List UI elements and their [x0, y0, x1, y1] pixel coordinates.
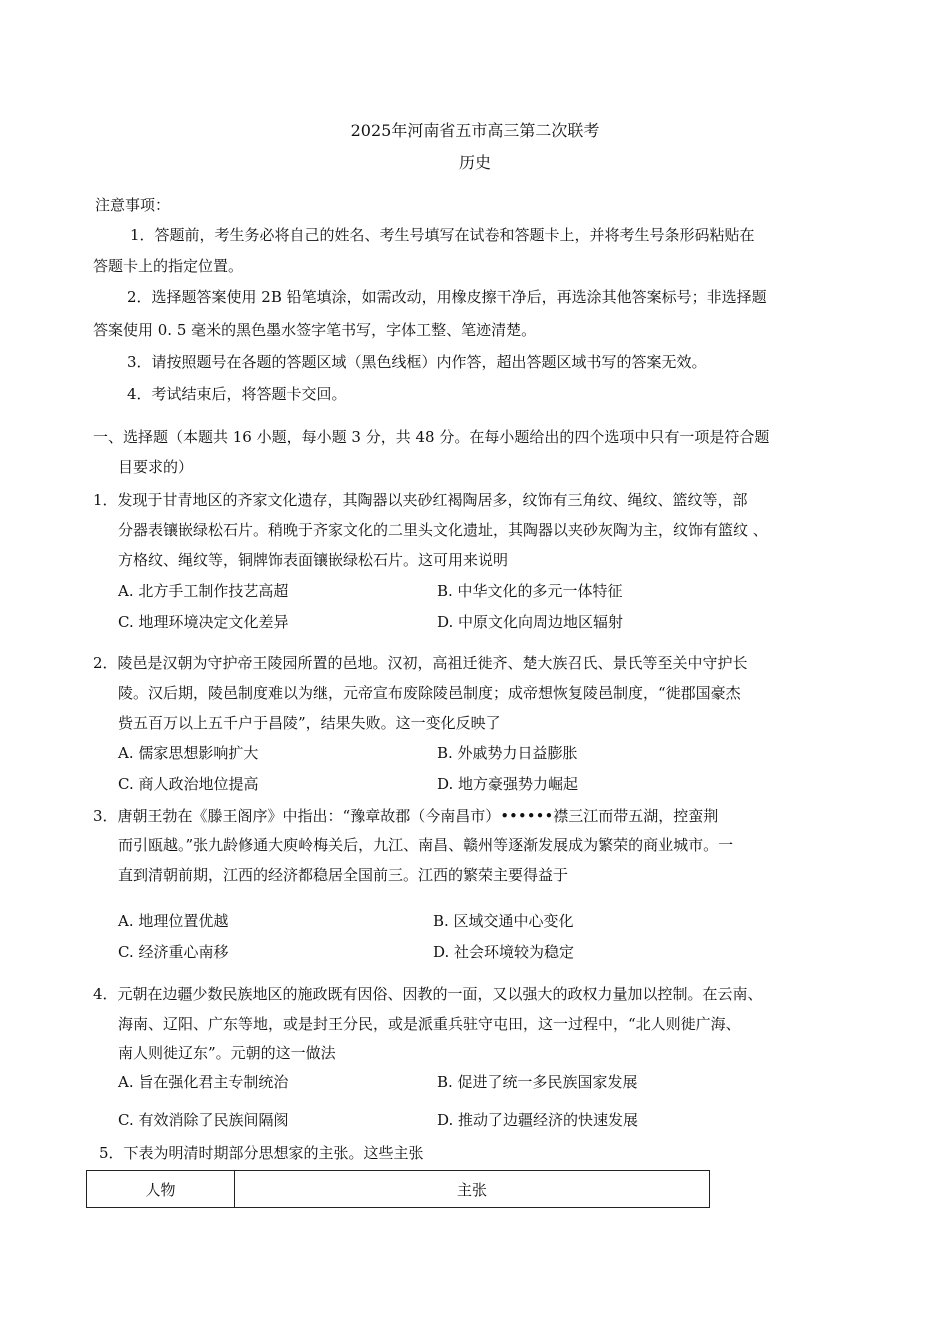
question-2-option-b: B. 外戚势力日益膨胀	[437, 744, 578, 762]
notice-item-2: 2．选择题答案使用 2B 铅笔填涂，如需改动，用橡皮擦干净后，再选涂其他答案标号；非选择题	[127, 288, 767, 306]
table-header-claim: 主张	[235, 1171, 710, 1208]
section-heading-cont: 目要求的）	[118, 458, 194, 476]
question-2-option-d: D. 地方豪强势力崛起	[437, 775, 579, 793]
notice-item-1-cont: 答题卡上的指定位置。	[93, 257, 244, 275]
exam-title: 2025年河南省五市高三第二次联考	[350, 121, 600, 140]
question-3-option-c: C. 经济重心南移	[118, 943, 229, 961]
subject-title: 历史	[458, 153, 491, 172]
question-5-stem: 5．下表为明清时期部分思想家的主张。这些主张	[99, 1144, 424, 1162]
table-header-person: 人物	[87, 1171, 235, 1208]
notice-item-1: 1．答题前，考生务必将自己的姓名、考生号填写在试卷和答题卡上，并将考生号条形码粘贴在	[130, 226, 755, 244]
question-4-stem-2: 海南、辽阳、广东等地，或是封王分民，或是派重兵驻守屯田，这一过程中，“北人则徙广海、	[118, 1015, 741, 1033]
question-4-stem: 4．元朝在边疆少数民族地区的施政既有因俗、因教的一面，又以强大的政权力量加以控制。在云南、	[93, 985, 763, 1003]
question-4-option-b: B. 促进了统一多民族国家发展	[437, 1073, 638, 1091]
question-1-stem: 1．发现于甘青地区的齐家文化遗存，其陶器以夹砂红褐陶居多，纹饰有三角纹、绳纹、篮纹等，部	[93, 491, 748, 509]
section-heading: 一、选择题（本题共 16 小题，每小题 3 分，共 48 分。在每小题给出的四个选项中只有一项是符合题	[93, 428, 770, 446]
question-4-option-d: D. 推动了边疆经济的快速发展	[437, 1111, 639, 1129]
question-4-stem-3: 南人则徙辽东”。元朝的这一做法	[118, 1044, 336, 1062]
question-1-stem-3: 方格纹、绳纹等，铜牌饰表面镶嵌绿松石片。这可用来说明	[118, 551, 509, 569]
question-4-option-a: A. 旨在强化君主专制统治	[118, 1073, 289, 1091]
question-3-stem-2: 而引瓯越。”张九龄修通大庾岭梅关后，九江、南昌、赣州等逐渐发展成为繁荣的商业城市。一	[118, 836, 734, 854]
notice-item-2-cont: 答案使用 0. 5 毫米的黑色墨水签字笔书写，字体工整、笔迹清楚。	[93, 321, 537, 339]
question-1-stem-2: 分器表镶嵌绿松石片。稍晚于齐家文化的二里头文化遗址，其陶器以夹砂灰陶为主，纹饰有篮纹 、	[118, 521, 768, 539]
notice-item-3: 3．请按照题号在各题的答题区域（黑色线框）内作答，超出答题区域书写的答案无效。	[127, 353, 707, 371]
question-3-option-b: B. 区域交通中心变化	[433, 912, 574, 930]
question-4-option-c: C. 有效消除了民族间隔阂	[118, 1111, 289, 1129]
question-5-table	[86, 1170, 710, 1208]
question-2-option-a: A. 儒家思想影响扩大	[118, 744, 259, 762]
table-header-row	[87, 1171, 710, 1208]
notice-heading: 注意事项：	[95, 196, 171, 214]
question-1-option-c: C. 地理环境决定文化差异	[118, 613, 289, 631]
question-2-stem: 2．陵邑是汉朝为守护帝王陵园所置的邑地。汉初，高祖迁徙齐、楚大族召氏、景氏等至关中守护长	[93, 654, 748, 672]
question-2-stem-3: 赀五百万以上五千户于昌陵”，结果失败。这一变化反映了	[118, 714, 501, 732]
question-3-stem: 3．唐朝王勃在《滕王阁序》中指出：“豫章故郡（今南昌市）••••••襟三江而带五湖，控蛮荆	[93, 807, 719, 825]
question-3-option-a: A. 地理位置优越	[118, 912, 229, 930]
question-1-option-b: B. 中华文化的多元一体特征	[437, 582, 623, 600]
question-1-option-d: D. 中原文化向周边地区辐射	[437, 613, 624, 631]
question-2-stem-2: 陵。汉后期，陵邑制度难以为继，元帝宣布废除陵邑制度；成帝想恢复陵邑制度，“徙郡国豪杰	[118, 684, 741, 702]
question-2-option-c: C. 商人政治地位提高	[118, 775, 259, 793]
question-3-stem-3: 直到清朝前期，江西的经济都稳居全国前三。江西的繁荣主要得益于	[118, 866, 569, 884]
question-3-option-d: D. 社会环境较为稳定	[433, 943, 575, 961]
question-1-option-a: A. 北方手工制作技艺高超	[118, 582, 289, 600]
notice-item-4: 4．考试结束后，将答题卡交回。	[127, 385, 347, 403]
